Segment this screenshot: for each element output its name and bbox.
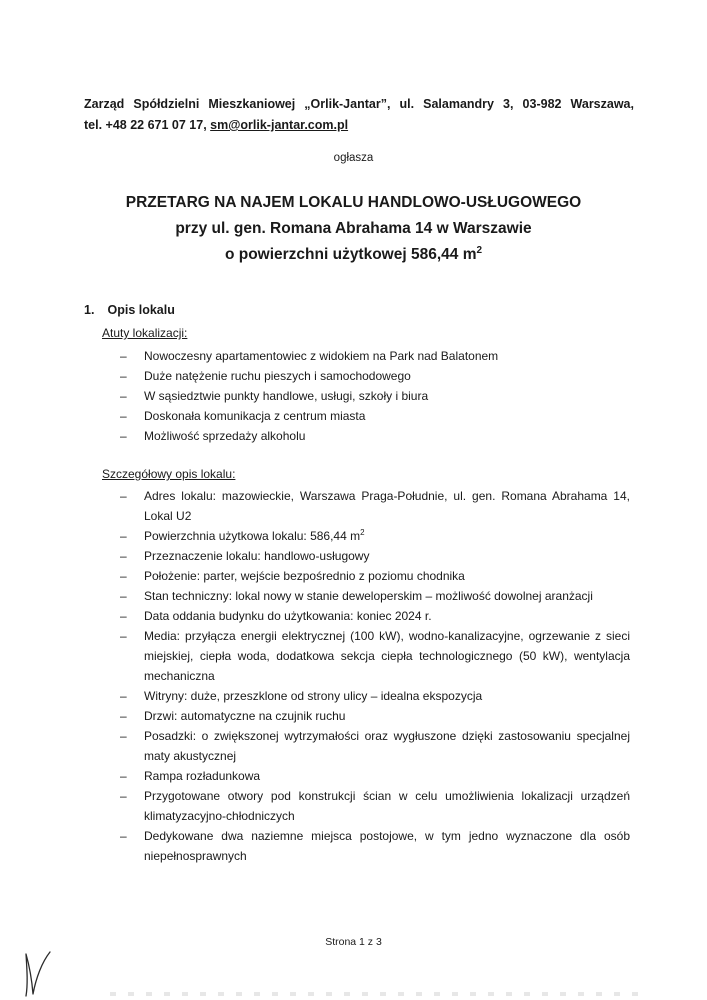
dash-marker: – [120,709,127,723]
list-item-text: W sąsiedztwie punkty handlowe, usługi, szkoły i biura [144,389,429,403]
location-heading: Atuty lokalizacji: [102,326,188,340]
page-number: Strona 1 z 3 [325,936,382,948]
document-title [0,190,707,268]
list-item [120,606,630,626]
list-item [120,766,630,786]
header-line-1: Zarząd Spółdzielni Mieszkaniowej „Orlik-Jantar”, ul. Salamandry 3, 03-982 Warszawa, [84,97,634,111]
list-item [120,526,630,546]
list-item-text: Położenie: parter, wejście bezpośrednio z poziomu chodnika [144,569,465,583]
list-item-text: Stan techniczny: lokal nowy w stanie deweloperskim – możliwość dowolnej aranżacji [144,589,593,603]
list-item-text: Witryny: duże, przeszklone od strony ulicy – idealna ekspozycja [144,689,483,703]
list-item [120,386,630,406]
scan-artifact-line [110,992,650,996]
list-item [120,346,630,366]
dash-marker: – [120,549,127,563]
list-item-text: Możliwość sprzedaży alkoholu [144,429,306,443]
section-number: 1. [84,303,95,317]
list-item-text: Media: przyłącza energii elektrycznej (100 kW), wodno-kanalizacyjne, ogrzewanie z sieci miejskiej, ciepła woda, dodatkowa sekcja ciepła technologicznego (50 kW), wentylacja mechaniczna [144,629,630,683]
list-item [120,486,630,526]
dash-marker: – [120,589,127,603]
dash-marker: – [120,389,127,403]
list-item-text: Data oddania budynku do użytkowania: koniec 2024 r. [144,609,432,623]
list-item [120,826,630,866]
announces-text: ogłasza [333,152,374,164]
list-item-text: Drzwi: automatyczne na czujnik ruchu [144,709,346,723]
dash-marker: – [120,569,127,583]
dash-marker: – [120,369,127,383]
details-list [120,486,630,866]
signature-stroke [26,952,50,996]
title-line-2: przy ul. gen. Romana Abrahama 14 w Warszawie [175,220,532,237]
list-item-text: Rampa rozładunkowa [144,769,261,783]
dash-marker: – [120,729,127,743]
list-item-text: Adres lokalu: mazowieckie, Warszawa Praga-Południe, ul. gen. Romana Abrahama 14, Lokal U2 [144,489,630,523]
list-item [120,406,630,426]
title-area-unit-sup: 2 [476,244,483,256]
header-line-2 [84,118,348,132]
title-line-3 [0,242,707,268]
list-item [120,786,630,826]
dash-marker: – [120,349,127,363]
location-list [120,346,630,446]
list-item-text: Przygotowane otwory pod konstrukcji ścian w celu umożliwienia lokalizacji urządzeń klimatyzacyjno-chłodniczych [144,789,630,823]
handwritten-initial-signature [18,948,54,998]
list-item [120,706,630,726]
title-line-1: PRZETARG NA NAJEM LOKALU HANDLOWO-USŁUGOWEGO [125,194,582,211]
list-item-text: Powierzchnia użytkowa lokalu: 586,44 m [144,529,361,543]
announcement-header [84,94,634,136]
dash-marker: – [120,409,127,423]
dash-marker: – [120,429,127,443]
list-item-text: Duże natężenie ruchu pieszych i samochodowego [144,369,411,383]
email-link[interactable]: sm@orlik-jantar.com.pl [210,118,349,132]
details-heading: Szczegółowy opis lokalu: [102,467,236,481]
dash-marker: – [120,529,127,543]
dash-marker: – [120,829,127,843]
list-item [120,566,630,586]
section-title: Opis lokalu [107,303,175,317]
list-item [120,366,630,386]
dash-marker: – [120,769,127,783]
list-item [120,546,630,566]
area-unit-sup: 2 [360,528,365,537]
header-phone: tel. +48 22 671 07 17, [84,118,211,132]
dash-marker: – [120,489,127,503]
list-item-text: Dedykowane dwa naziemne miejsca postojowe, w tym jedno wyznaczone dla osób niepełnosprawnych [144,829,630,863]
list-item-text: Posadzki: o zwiększonej wytrzymałości oraz wygłuszone dzięki zastosowaniu specjalnej maty akustycznej [144,729,630,763]
dash-marker: – [120,689,127,703]
section-heading [84,303,175,317]
title-area: o powierzchni użytkowej 586,44 m [224,246,477,263]
dash-marker: – [120,609,127,623]
list-item [120,726,630,766]
list-item [120,586,630,606]
list-item-text: Doskonała komunikacja z centrum miasta [144,409,366,423]
list-item-text: Przeznaczenie lokalu: handlowo-usługowy [144,549,370,563]
dash-marker: – [120,629,127,643]
list-item [120,626,630,686]
list-item-text: Nowoczesny apartamentowiec z widokiem na Park nad Balatonem [144,349,499,363]
list-item [120,686,630,706]
list-item [120,426,630,446]
dash-marker: – [120,789,127,803]
